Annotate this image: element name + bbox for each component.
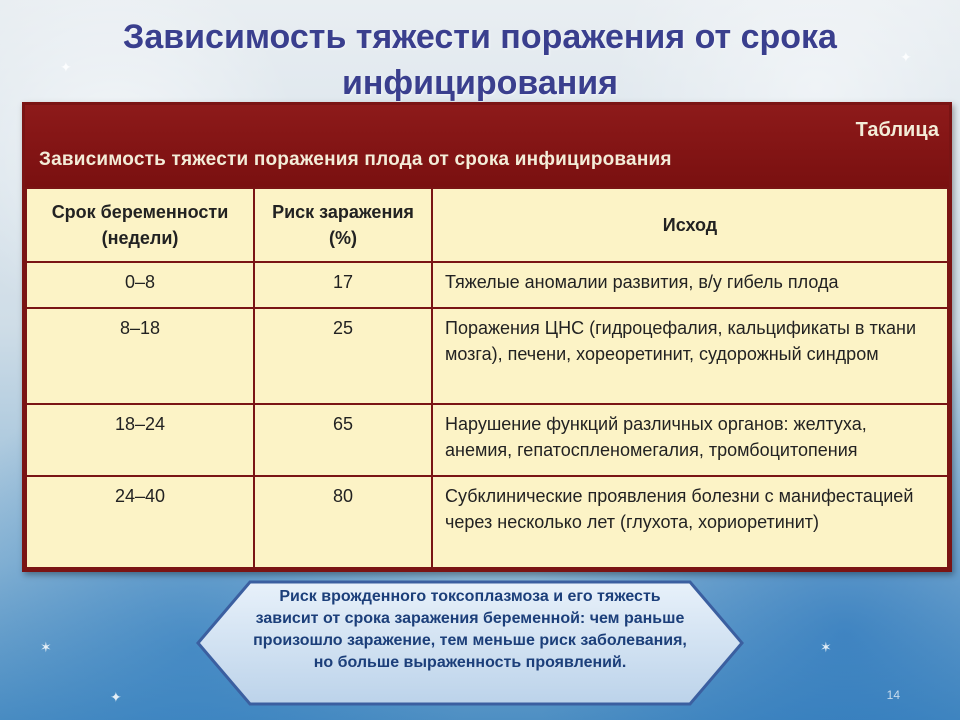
sparkle-decoration: ✦ xyxy=(900,49,912,65)
cell-risk: 17 xyxy=(254,262,432,308)
table-row xyxy=(26,262,948,308)
callout-arrow xyxy=(190,578,750,708)
sparkle-decoration: ✶ xyxy=(820,639,832,655)
cell-term: 8–18 xyxy=(26,308,254,404)
slide-title-line1: Зависимость тяжести поражения от срока xyxy=(123,18,837,56)
table-header-bar xyxy=(25,105,949,187)
infection-table xyxy=(25,187,949,569)
slide-title-line2: инфицирования xyxy=(341,64,619,102)
cell-term: 24–40 xyxy=(26,476,254,568)
data-table-panel xyxy=(22,102,952,572)
cell-outcome: Субклинические проявления болезни с манифестацией через несколько лет (глухота, хориоретинит) xyxy=(432,476,948,568)
table-row xyxy=(26,404,948,476)
header-risk: Риск заражения (%) xyxy=(254,188,432,262)
cell-risk: 65 xyxy=(254,404,432,476)
cell-risk: 80 xyxy=(254,476,432,568)
table-header-row xyxy=(26,188,948,262)
header-outcome: Исход xyxy=(432,188,948,262)
cell-risk: 25 xyxy=(254,308,432,404)
sparkle-decoration: ✶ xyxy=(40,639,52,655)
callout-text: Риск врожденного токсоплазмоза и его тяжесть зависит от срока заражения беременной: чем раньше произошло заражение, тем меньше риск заболевания, но больше выраженность проявлений. xyxy=(253,588,687,671)
slide-title xyxy=(0,14,960,106)
cell-outcome: Поражения ЦНС (гидроцефалия, кальцификаты в ткани мозга), печени, хореоретинит, судорожный синдром xyxy=(432,308,948,404)
cell-term: 0–8 xyxy=(26,262,254,308)
table-row xyxy=(26,308,948,404)
sparkle-decoration: ✦ xyxy=(60,59,72,75)
table-tag: Таблица xyxy=(855,119,939,141)
cell-outcome: Нарушение функций различных органов: желтуха, анемия, гепатоспленомегалия, тромбоцитопения xyxy=(432,404,948,476)
cell-outcome: Тяжелые аномалии развития, в/у гибель плода xyxy=(432,262,948,308)
cell-term: 18–24 xyxy=(26,404,254,476)
header-term: Срок беременности (недели) xyxy=(26,188,254,262)
table-caption: Зависимость тяжести поражения плода от срока инфицирования xyxy=(39,149,672,170)
table-row xyxy=(26,476,948,568)
page-number: 14 xyxy=(886,688,900,702)
sparkle-decoration: ✦ xyxy=(110,689,122,705)
